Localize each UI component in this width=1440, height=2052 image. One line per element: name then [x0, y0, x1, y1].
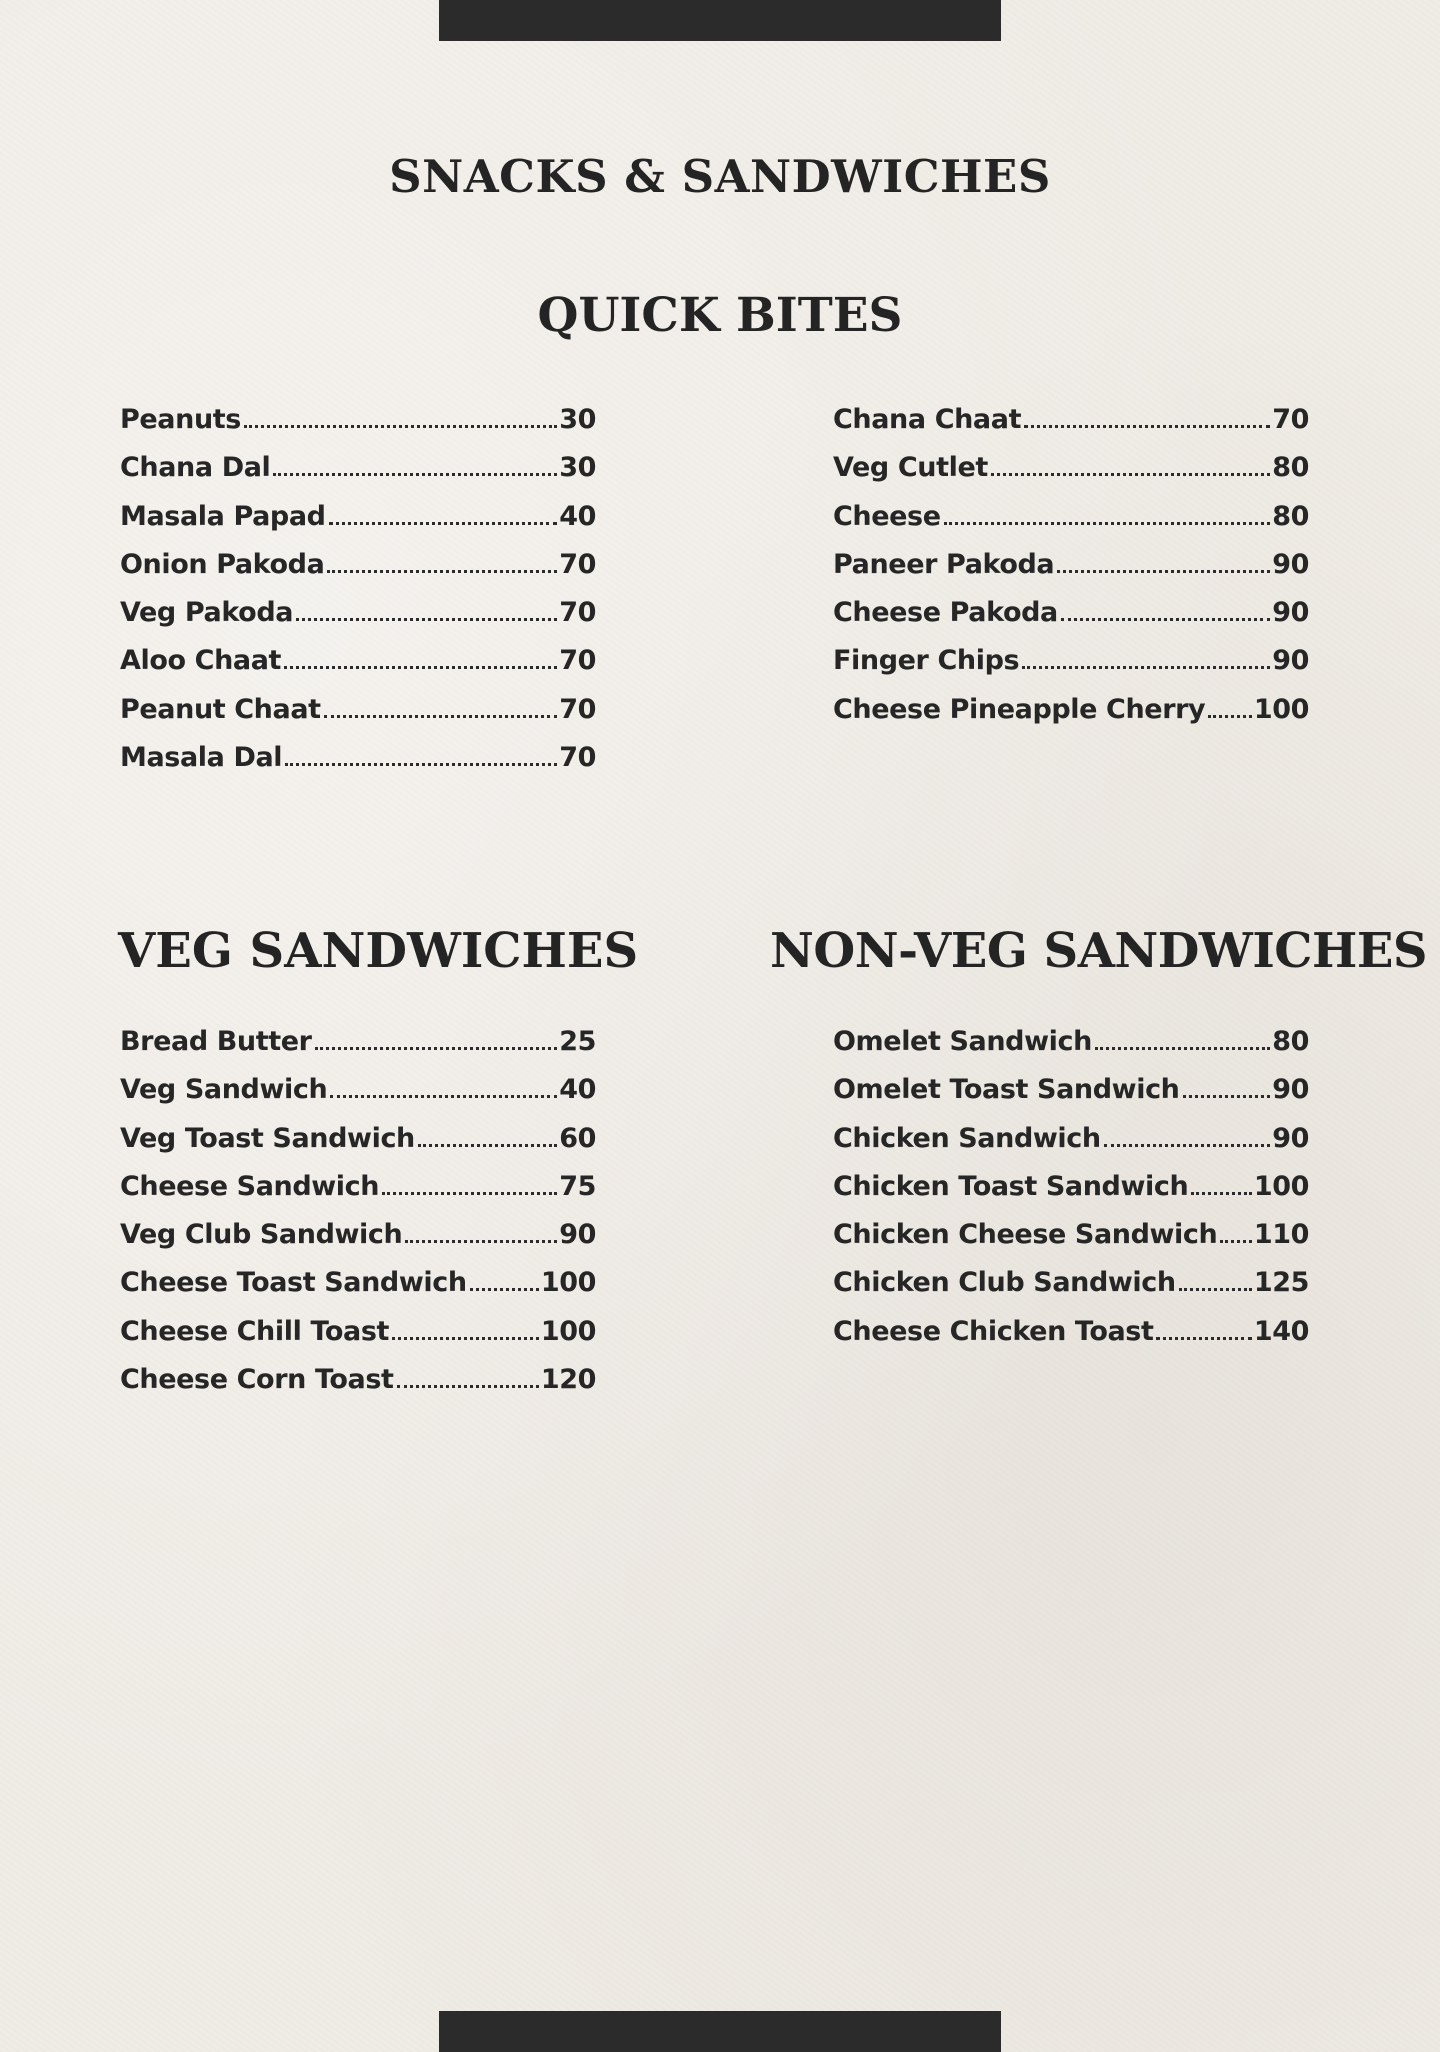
- dot-leader: [284, 666, 557, 669]
- menu-item: [120, 1026, 596, 1074]
- menu-item-price: 90: [1272, 597, 1309, 629]
- menu-item-name: Peanuts: [120, 404, 241, 435]
- menu-item: [120, 694, 596, 742]
- dot-leader: [244, 425, 557, 428]
- menu-item: [833, 1026, 1309, 1074]
- dot-leader: [1156, 1337, 1251, 1340]
- dot-leader: [1024, 425, 1270, 428]
- menu-item-price: 100: [1253, 693, 1309, 725]
- veg-sandwiches-list: [120, 1026, 596, 1412]
- bottom-decorative-bar: [439, 2011, 1001, 2052]
- menu-item-price: 80: [1272, 452, 1309, 484]
- menu-item-price: 75: [559, 1170, 596, 1202]
- dot-leader: [1220, 1240, 1251, 1243]
- menu-item: [120, 1364, 596, 1412]
- menu-item-price: 25: [559, 1026, 596, 1057]
- menu-item-name: Chana Chaat: [833, 404, 1022, 435]
- page-title: SNACKS & SANDWICHES: [389, 150, 1051, 203]
- menu-item-price: 40: [559, 500, 596, 532]
- menu-item: [833, 1123, 1309, 1171]
- menu-item-price: 70: [559, 742, 596, 774]
- menu-item-name: Veg Pakoda: [120, 597, 294, 629]
- dot-leader: [991, 473, 1270, 476]
- dot-leader: [1104, 1144, 1271, 1147]
- menu-item: [120, 1267, 596, 1315]
- menu-item-name: Masala Papad: [120, 500, 326, 532]
- dot-leader: [1191, 1192, 1252, 1195]
- dot-leader: [418, 1144, 557, 1147]
- menu-item-name: Peanut Chaat: [120, 693, 321, 725]
- menu-item: [833, 597, 1309, 645]
- menu-item: [833, 501, 1309, 549]
- menu-item-name: Finger Chips: [833, 645, 1020, 677]
- dot-leader: [397, 1385, 539, 1388]
- menu-item: [120, 1074, 596, 1122]
- menu-item-name: Omelet Toast Sandwich: [833, 1074, 1180, 1106]
- menu-item-name: Cheese Pineapple Cherry: [833, 693, 1206, 725]
- dot-leader: [1208, 715, 1252, 718]
- dot-leader: [1061, 618, 1270, 621]
- menu-item: [833, 1171, 1309, 1219]
- menu-item-price: 70: [559, 597, 596, 629]
- section-title-quick-bites: QUICK BITES: [537, 288, 903, 343]
- menu-item-name: Cheese Corn Toast: [120, 1364, 394, 1396]
- menu-item: [833, 1219, 1309, 1267]
- section-title-non-veg-sandwiches: NON-VEG SANDWICHES: [770, 923, 1428, 979]
- menu-item: [120, 645, 596, 693]
- menu-item-name: Cheese Sandwich: [120, 1170, 380, 1202]
- menu-item-price: 140: [1253, 1315, 1309, 1347]
- menu-item-name: Cheese Chicken Toast: [833, 1315, 1154, 1347]
- menu-item-name: Masala Dal: [120, 742, 283, 774]
- dot-leader: [285, 763, 557, 766]
- dot-leader: [327, 570, 557, 573]
- dot-leader: [392, 1337, 539, 1340]
- menu-item: [120, 404, 596, 452]
- menu-item: [120, 742, 596, 790]
- section-title-veg-sandwiches: VEG SANDWICHES: [118, 923, 639, 979]
- menu-item: [833, 404, 1309, 452]
- menu-item-name: Omelet Sandwich: [833, 1026, 1092, 1057]
- dot-leader: [405, 1240, 557, 1243]
- dot-leader: [315, 1047, 558, 1050]
- menu-item-price: 40: [559, 1074, 596, 1106]
- menu-item-name: Chicken Cheese Sandwich: [833, 1219, 1218, 1251]
- menu-item-price: 70: [559, 548, 596, 580]
- dot-leader: [1183, 1095, 1271, 1098]
- menu-item-price: 110: [1253, 1219, 1309, 1251]
- dot-leader: [1057, 570, 1270, 573]
- menu-item: [833, 1316, 1309, 1364]
- quick-bites-right-list: [833, 404, 1309, 742]
- menu-item-price: 90: [1272, 1074, 1309, 1106]
- dot-leader: [1095, 1047, 1270, 1050]
- menu-item-price: 100: [540, 1267, 596, 1299]
- menu-item-price: 90: [1272, 548, 1309, 580]
- menu-item: [833, 645, 1309, 693]
- menu-item: [120, 549, 596, 597]
- menu-item-price: 100: [1253, 1170, 1309, 1202]
- menu-item-price: 90: [559, 1219, 596, 1251]
- menu-item-price: 125: [1253, 1267, 1309, 1299]
- menu-item-name: Cheese Chill Toast: [120, 1315, 390, 1347]
- non-veg-sandwiches-list: [833, 1026, 1309, 1364]
- menu-item-price: 70: [559, 645, 596, 677]
- menu-item-name: Cheese Toast Sandwich: [120, 1267, 467, 1299]
- menu-item-name: Onion Pakoda: [120, 548, 325, 580]
- menu-item: [120, 452, 596, 500]
- menu-item: [833, 1074, 1309, 1122]
- menu-item-name: Cheese: [833, 500, 941, 532]
- menu-item: [120, 1171, 596, 1219]
- menu-item-name: Bread Butter: [120, 1026, 312, 1057]
- dot-leader: [296, 618, 557, 621]
- menu-item-price: 70: [1272, 404, 1309, 435]
- menu-item-name: Chana Dal: [120, 452, 271, 484]
- menu-item: [120, 1219, 596, 1267]
- menu-item-price: 90: [1272, 1122, 1309, 1154]
- menu-item: [833, 452, 1309, 500]
- menu-item: [120, 1123, 596, 1171]
- menu-item-price: 70: [559, 693, 596, 725]
- menu-item-name: Veg Cutlet: [833, 452, 988, 484]
- quick-bites-left-list: [120, 404, 596, 790]
- menu-item-price: 30: [559, 404, 596, 435]
- menu-item: [120, 597, 596, 645]
- menu-item-price: 60: [559, 1122, 596, 1154]
- top-decorative-bar: [439, 0, 1001, 41]
- dot-leader: [944, 522, 1271, 525]
- menu-item-name: Chicken Club Sandwich: [833, 1267, 1176, 1299]
- menu-item-name: Veg Club Sandwich: [120, 1219, 403, 1251]
- menu-item-price: 80: [1272, 500, 1309, 532]
- menu-item-price: 90: [1272, 645, 1309, 677]
- menu-item-name: Chicken Toast Sandwich: [833, 1170, 1189, 1202]
- menu-item-price: 30: [559, 452, 596, 484]
- menu-item: [833, 1267, 1309, 1315]
- menu-item: [833, 549, 1309, 597]
- menu-item-price: 80: [1272, 1026, 1309, 1057]
- menu-item-name: Veg Toast Sandwich: [120, 1122, 415, 1154]
- dot-leader: [382, 1192, 557, 1195]
- menu-item-name: Cheese Pakoda: [833, 597, 1058, 629]
- dot-leader: [329, 522, 558, 525]
- menu-item: [120, 1316, 596, 1364]
- dot-leader: [470, 1288, 539, 1291]
- menu-item-price: 120: [540, 1364, 596, 1396]
- menu-item-name: Paneer Pakoda: [833, 548, 1055, 580]
- menu-item: [833, 694, 1309, 742]
- dot-leader: [324, 715, 558, 718]
- menu-item-name: Veg Sandwich: [120, 1074, 328, 1106]
- menu-item: [120, 501, 596, 549]
- dot-leader: [1022, 666, 1270, 669]
- menu-item-name: Chicken Sandwich: [833, 1122, 1101, 1154]
- dot-leader: [330, 1095, 557, 1098]
- menu-item-price: 100: [540, 1315, 596, 1347]
- dot-leader: [273, 473, 557, 476]
- dot-leader: [1179, 1288, 1252, 1291]
- menu-item-name: Aloo Chaat: [120, 645, 282, 677]
